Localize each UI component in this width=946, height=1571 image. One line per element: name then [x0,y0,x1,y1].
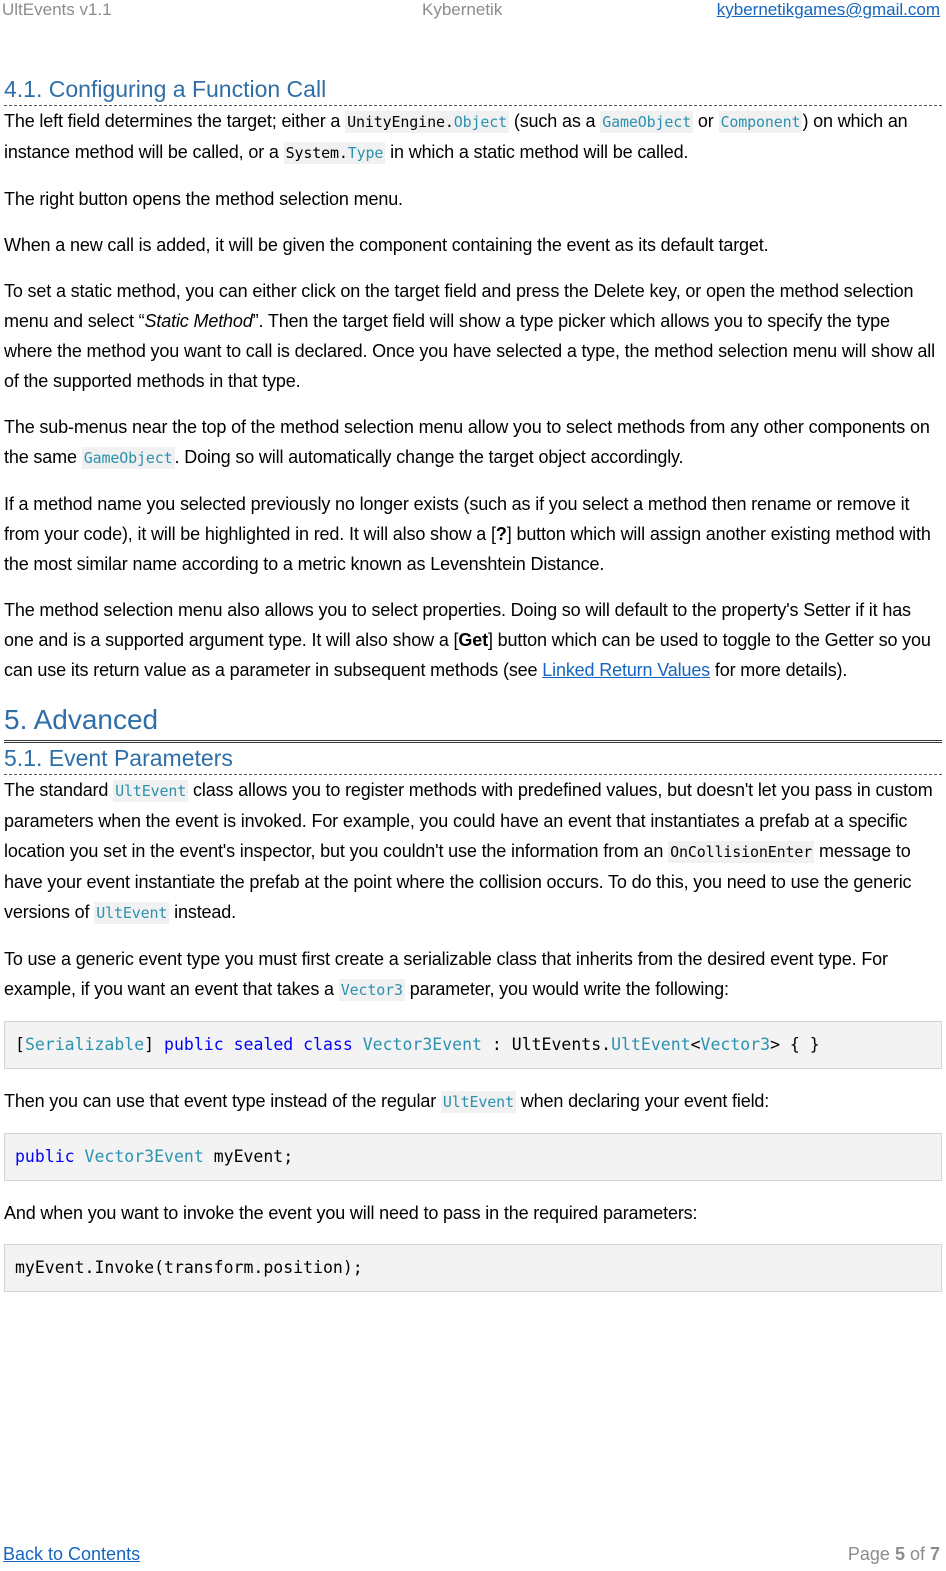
paragraph-properties: The method selection menu also allows you to select properties. Doing so will default to the property's Setter if it has one and is a supported argument type. It will also show a [Get] button which can be used to toggle to the Getter so you can use its return value as a parameter in subsequent methods (see Linked Return Values for more details). [4,600,931,680]
page-footer [0,1544,946,1571]
inline-code: UltEvent [96,904,168,922]
page-header [0,0,946,24]
paragraph-right-button: The right button opens the method selection menu. [4,189,403,209]
paragraph-static-method: To set a static method, you can either click on the target field and press the Delete key, or open the method selection menu and select “Static Method”. Then the target field will show a type picker which allows you to specify the type where the method you want to call is declared. Once you have selected a type, the method selection menu will show all of the supported methods in that type. [4,281,935,391]
back-to-contents-link[interactable]: Back to Contents [3,1544,141,1564]
linked-return-values-link[interactable]: Linked Return Values [542,660,711,680]
inline-code: UltEvent [115,782,187,800]
inline-code: System.Type [285,144,384,162]
paragraph-declare-field: Then you can use that event type instead of the regular UltEvent when declaring your event field: [4,1091,770,1111]
paragraph-invoke: And when you want to invoke the event you will need to pass in the required parameters: [4,1203,698,1223]
paragraph-sub-menus: The sub-menus near the top of the method selection menu allow you to select methods from any other components on the same GameObject . Doing so will automatically change the target object accordingly. [4,417,930,467]
header-email-link[interactable]: kybernetikgames@gmail.com [716,0,940,19]
header-title: UltEvents v1.1 [2,0,112,19]
inline-code: GameObject [602,113,692,131]
section-heading-5: 5. Advanced [4,701,942,743]
inline-code: Component [720,113,801,131]
paragraph-standard-ultevent: The standard UltEvent class allows you to register methods with predefined values, but doesn't let you pass in custom parameters when the event is invoked. For example, you could have an event that instantiates a prefab at a specific location you set in the event's inspector, but you couldn't use the information from an OnCollisionEnter message to have your event instantiate the prefab at the point where the collision occurs. To do this, you need to use the generic versions of UltEvent instead. [4,780,933,922]
page-content [4,74,942,1309]
inline-code: UnityEngine.Object [347,113,508,131]
inline-code: GameObject [83,449,173,467]
inline-code: UltEvent [442,1093,514,1111]
page-number: Page 5 of 7 [847,1544,940,1564]
inline-code: OnCollisionEnter [670,843,813,861]
code-block-vector3event-class: [Serializable] public sealed class Vector3Event : UltEvents.UltEvent<Vector3> { } [4,1021,942,1069]
paragraph-missing-method: If a method name you selected previously no longer exists (such as if you select a method then rename or remove it from your code), it will be highlighted in red. It will also show a [?] button which will assign another existing method with the most similar name according to a metric known as Levenshtein Distance. [4,494,931,574]
paragraph-target-field: The left field determines the target; either a UnityEngine.Object (such as a GameObject or Component ) on which an instance method will be called, or a System.Type in which a static method will be called. [4,111,908,162]
section-heading-5-1: 5.1. Event Parameters [4,743,942,775]
code-block-invoke: myEvent.Invoke(transform.position); [4,1244,942,1292]
inline-code: Vector3 [340,981,403,999]
code-block-field-declaration: public Vector3Event myEvent; [4,1133,942,1181]
header-author: Kybernetik [422,0,503,19]
section-heading-4-1: 4.1. Configuring a Function Call [4,74,942,106]
paragraph-generic-event: To use a generic event type you must first create a serializable class that inherits from the desired event type. For example, if you want an event that takes a Vector3 parameter, you would write the following: [4,949,888,999]
paragraph-new-call: When a new call is added, it will be given the component containing the event as its default target. [4,235,769,255]
